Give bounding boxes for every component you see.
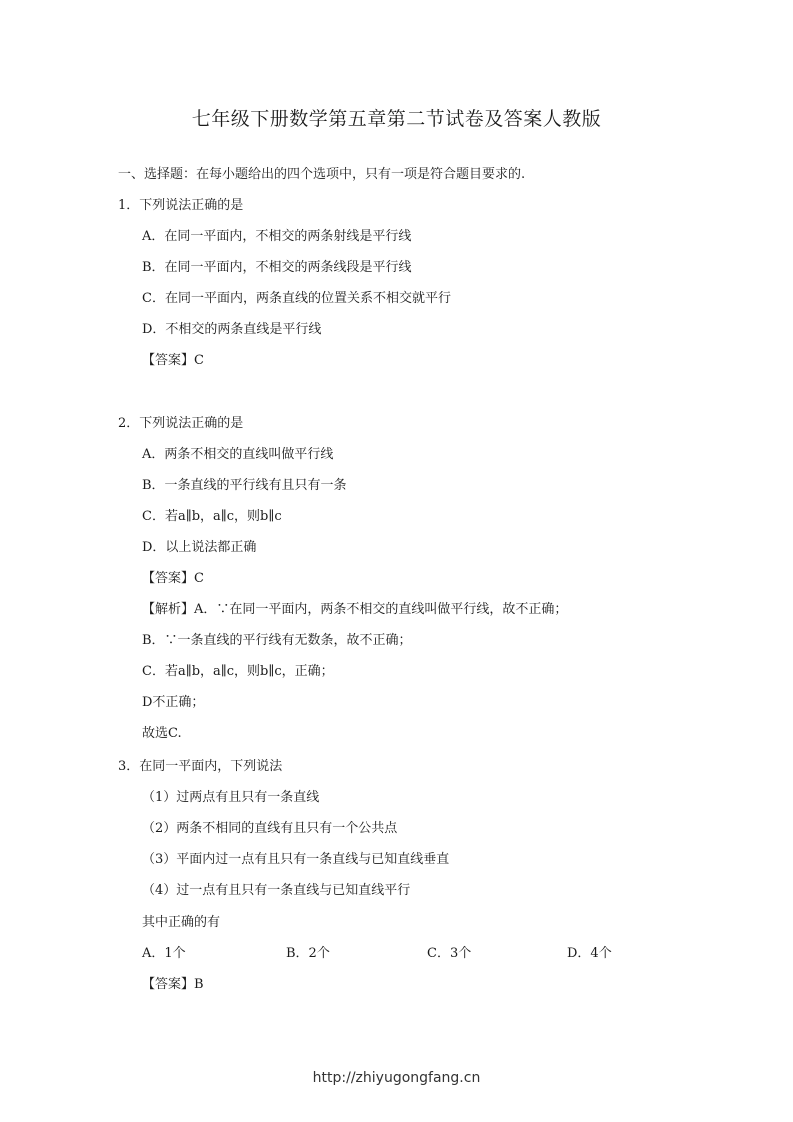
question-1-option-b: B．在同一平面内，不相交的两条线段是平行线 [142,260,412,275]
question-3-option-d: D．4个 [567,946,612,961]
question-2-option-b: B．一条直线的平行线有且只有一条 [142,478,347,493]
question-2-analysis-line: C．若a∥b，a∥c，则b∥c，正确； [142,664,334,679]
question-3-option-a: A．1个 [142,946,186,961]
question-2-analysis-line: D不正确； [142,695,205,710]
question-3-answer: 【答案】B [142,977,204,992]
question-2-analysis-line: 故选C. [142,726,182,741]
question-3-statement: （4）过一点有且只有一条直线与已知直线平行 [142,883,411,898]
question-3-stem: 3．在同一平面内，下列说法 [118,759,283,774]
question-2-option-c: C．若a∥b，a∥c，则b∥c [142,509,282,524]
question-3-statement: （2）两条不相同的直线有且只有一个公共点 [142,821,398,836]
page-title: 七年级下册数学第五章第二节试卷及答案人教版 [191,108,602,130]
question-3-statement: （3）平面内过一点有且只有一条直线与已知直线垂直 [142,852,450,867]
question-2-stem: 2．下列说法正确的是 [118,416,244,431]
question-3-statement: （1）过两点有且只有一条直线 [142,790,320,805]
question-3-option-c: C．3个 [427,946,472,961]
question-1-option-c: C．在同一平面内，两条直线的位置关系不相交就平行 [142,291,451,306]
question-2-analysis-line: 【解析】A．∵在同一平面内，两条不相交的直线叫做平行线，故不正确； [142,602,568,617]
question-2-analysis-line: B．∵一条直线的平行线有无数条，故不正确； [142,633,412,648]
question-2-option-a: A．两条不相交的直线叫做平行线 [142,447,334,462]
question-3-option-b: B．2个 [286,946,330,961]
question-1-answer: 【答案】C [142,353,204,368]
footer-url: http://zhiyugongfang.cn [312,1070,481,1086]
question-2-option-d: D．以上说法都正确 [142,540,257,555]
question-1-option-d: D．不相交的两条直线是平行线 [142,322,322,337]
question-1-option-a: A．在同一平面内，不相交的两条射线是平行线 [142,229,412,244]
question-3-prompt: 其中正确的有 [142,915,221,930]
question-1-stem: 1．下列说法正确的是 [118,198,244,213]
section-heading: 一、选择题：在每小题给出的四个选项中，只有一项是符合题目要求的. [118,167,526,182]
question-2-answer: 【答案】C [142,571,204,586]
